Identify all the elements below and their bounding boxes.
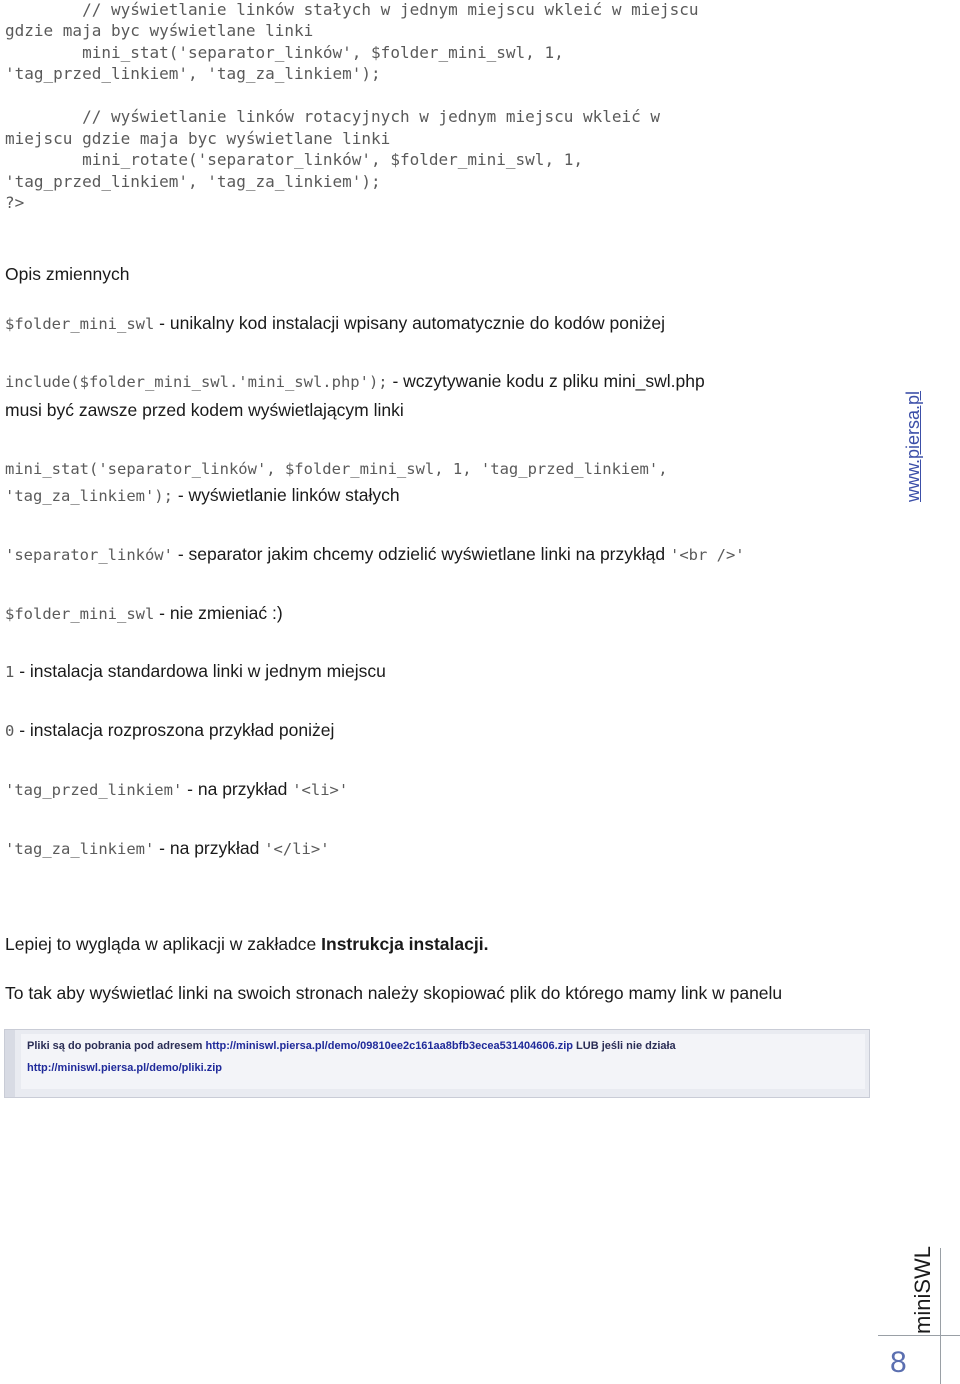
code-line: miejscu gdzie maja byc wyświetlane linki <box>5 129 391 148</box>
desc-span: - unikalny kod instalacji wpisany automatycznie do kodów poniżej <box>154 313 665 333</box>
var-tag-przed <box>5 779 348 800</box>
code-span: 'tag_za_linkiem'); <box>5 487 173 505</box>
desc-span: - wyświetlanie linków stałych <box>172 485 400 505</box>
footer-title-text: miniSWL <box>910 1245 935 1334</box>
section-heading: Opis zmiennych <box>5 264 130 284</box>
desc-span: - instalacja rozproszona przykład poniżej <box>14 720 335 740</box>
code-line: ?> <box>5 193 25 212</box>
shot-text: Pliki są do pobrania pod adresem <box>27 1040 206 1052</box>
screenshot-line-1 <box>27 1040 676 1052</box>
desc-span: - instalacja standardowa linki w jednym miejscu <box>14 661 386 681</box>
desc-span: - na przykład <box>154 838 265 858</box>
code-span: 'separator_linków' <box>5 546 173 564</box>
side-url-link[interactable]: www.piersa.pl <box>903 390 923 502</box>
fallback-link[interactable]: http://miniswl.piersa.pl/demo/pliki.zip <box>27 1062 222 1074</box>
var-tag-za <box>5 838 330 859</box>
var-folder <box>5 313 665 334</box>
download-link[interactable]: http://miniswl.piersa.pl/demo/09810ee2c161aa8bfb3ecea531404606.zip <box>205 1040 573 1052</box>
code-line: 'tag_przed_linkiem', 'tag_za_linkiem'); <box>5 172 381 191</box>
code-span: 1 <box>5 663 15 681</box>
code-span: $folder_mini_swl <box>5 315 155 333</box>
code-span: 'tag_przed_linkiem' <box>5 781 183 799</box>
shot-text: LUB jeśli nie działa <box>572 1040 676 1052</box>
code-span: 0 <box>5 722 15 740</box>
var-mini-stat-line2 <box>5 485 400 506</box>
screenshot-border <box>5 1030 15 1097</box>
code-line: // wyświetlanie linków rotacyjnych w jednym miejscu wkleić w <box>5 107 661 126</box>
note-prefix: Lepiej to wygląda w aplikacji w zakładce <box>5 934 322 954</box>
footer-divider-vertical <box>940 1248 941 1384</box>
var-include <box>5 371 705 392</box>
code-line: gdzie maja byc wyświetlane linki <box>5 21 314 40</box>
desc-span: - wczytywanie kodu z pliku mini_swl.php <box>387 371 705 391</box>
code-line: 'tag_przed_linkiem', 'tag_za_linkiem'); <box>5 64 381 83</box>
screenshot-panel <box>21 1034 865 1089</box>
var-zero <box>5 720 334 741</box>
side-url[interactable] <box>903 380 925 502</box>
note-bold: Instrukcja instalacji. <box>321 934 489 954</box>
desc-span: - separator jakim chcemy odzielić wyświetlane linki na przykłąd <box>172 544 670 564</box>
var-one <box>5 661 386 682</box>
embedded-screenshot <box>4 1029 870 1098</box>
code-span: '<br />' <box>669 546 745 564</box>
screenshot-line-2 <box>27 1062 222 1074</box>
code-span: mini_stat('separator_linków', $folder_mini_swl, 1, 'tag_przed_linkiem', <box>5 460 668 478</box>
code-span: $folder_mini_swl <box>5 605 155 623</box>
code-span: include($folder_mini_swl.'mini_swl.php'); <box>5 373 388 391</box>
instruction-paragraph: To tak aby wyświetlać linki na swoich stronach należy skopiować plik do którego mamy link w panelu <box>5 983 783 1003</box>
note-paragraph <box>5 934 488 955</box>
code-span: '</li>' <box>264 840 330 858</box>
var-include-line2: musi być zawsze przed kodem wyświetlającym linki <box>5 400 404 420</box>
code-line: // wyświetlanie linków stałych w jednym miejscu wkleić w miejscu <box>5 0 699 19</box>
code-line: mini_rotate('separator_linków', $folder_mini_swl, 1, <box>5 150 583 169</box>
desc-span: - na przykład <box>182 779 293 799</box>
code-span: 'tag_za_linkiem' <box>5 840 155 858</box>
footer-title <box>908 1245 938 1336</box>
var-folder-2 <box>5 603 283 624</box>
var-mini-stat <box>5 458 668 479</box>
page-number: 8 <box>890 1346 907 1379</box>
code-span: '<li>' <box>292 781 349 799</box>
var-separator <box>5 544 745 565</box>
desc-span: - nie zmieniać :) <box>154 603 283 623</box>
code-line: mini_stat('separator_linków', $folder_mini_swl, 1, <box>5 43 564 62</box>
